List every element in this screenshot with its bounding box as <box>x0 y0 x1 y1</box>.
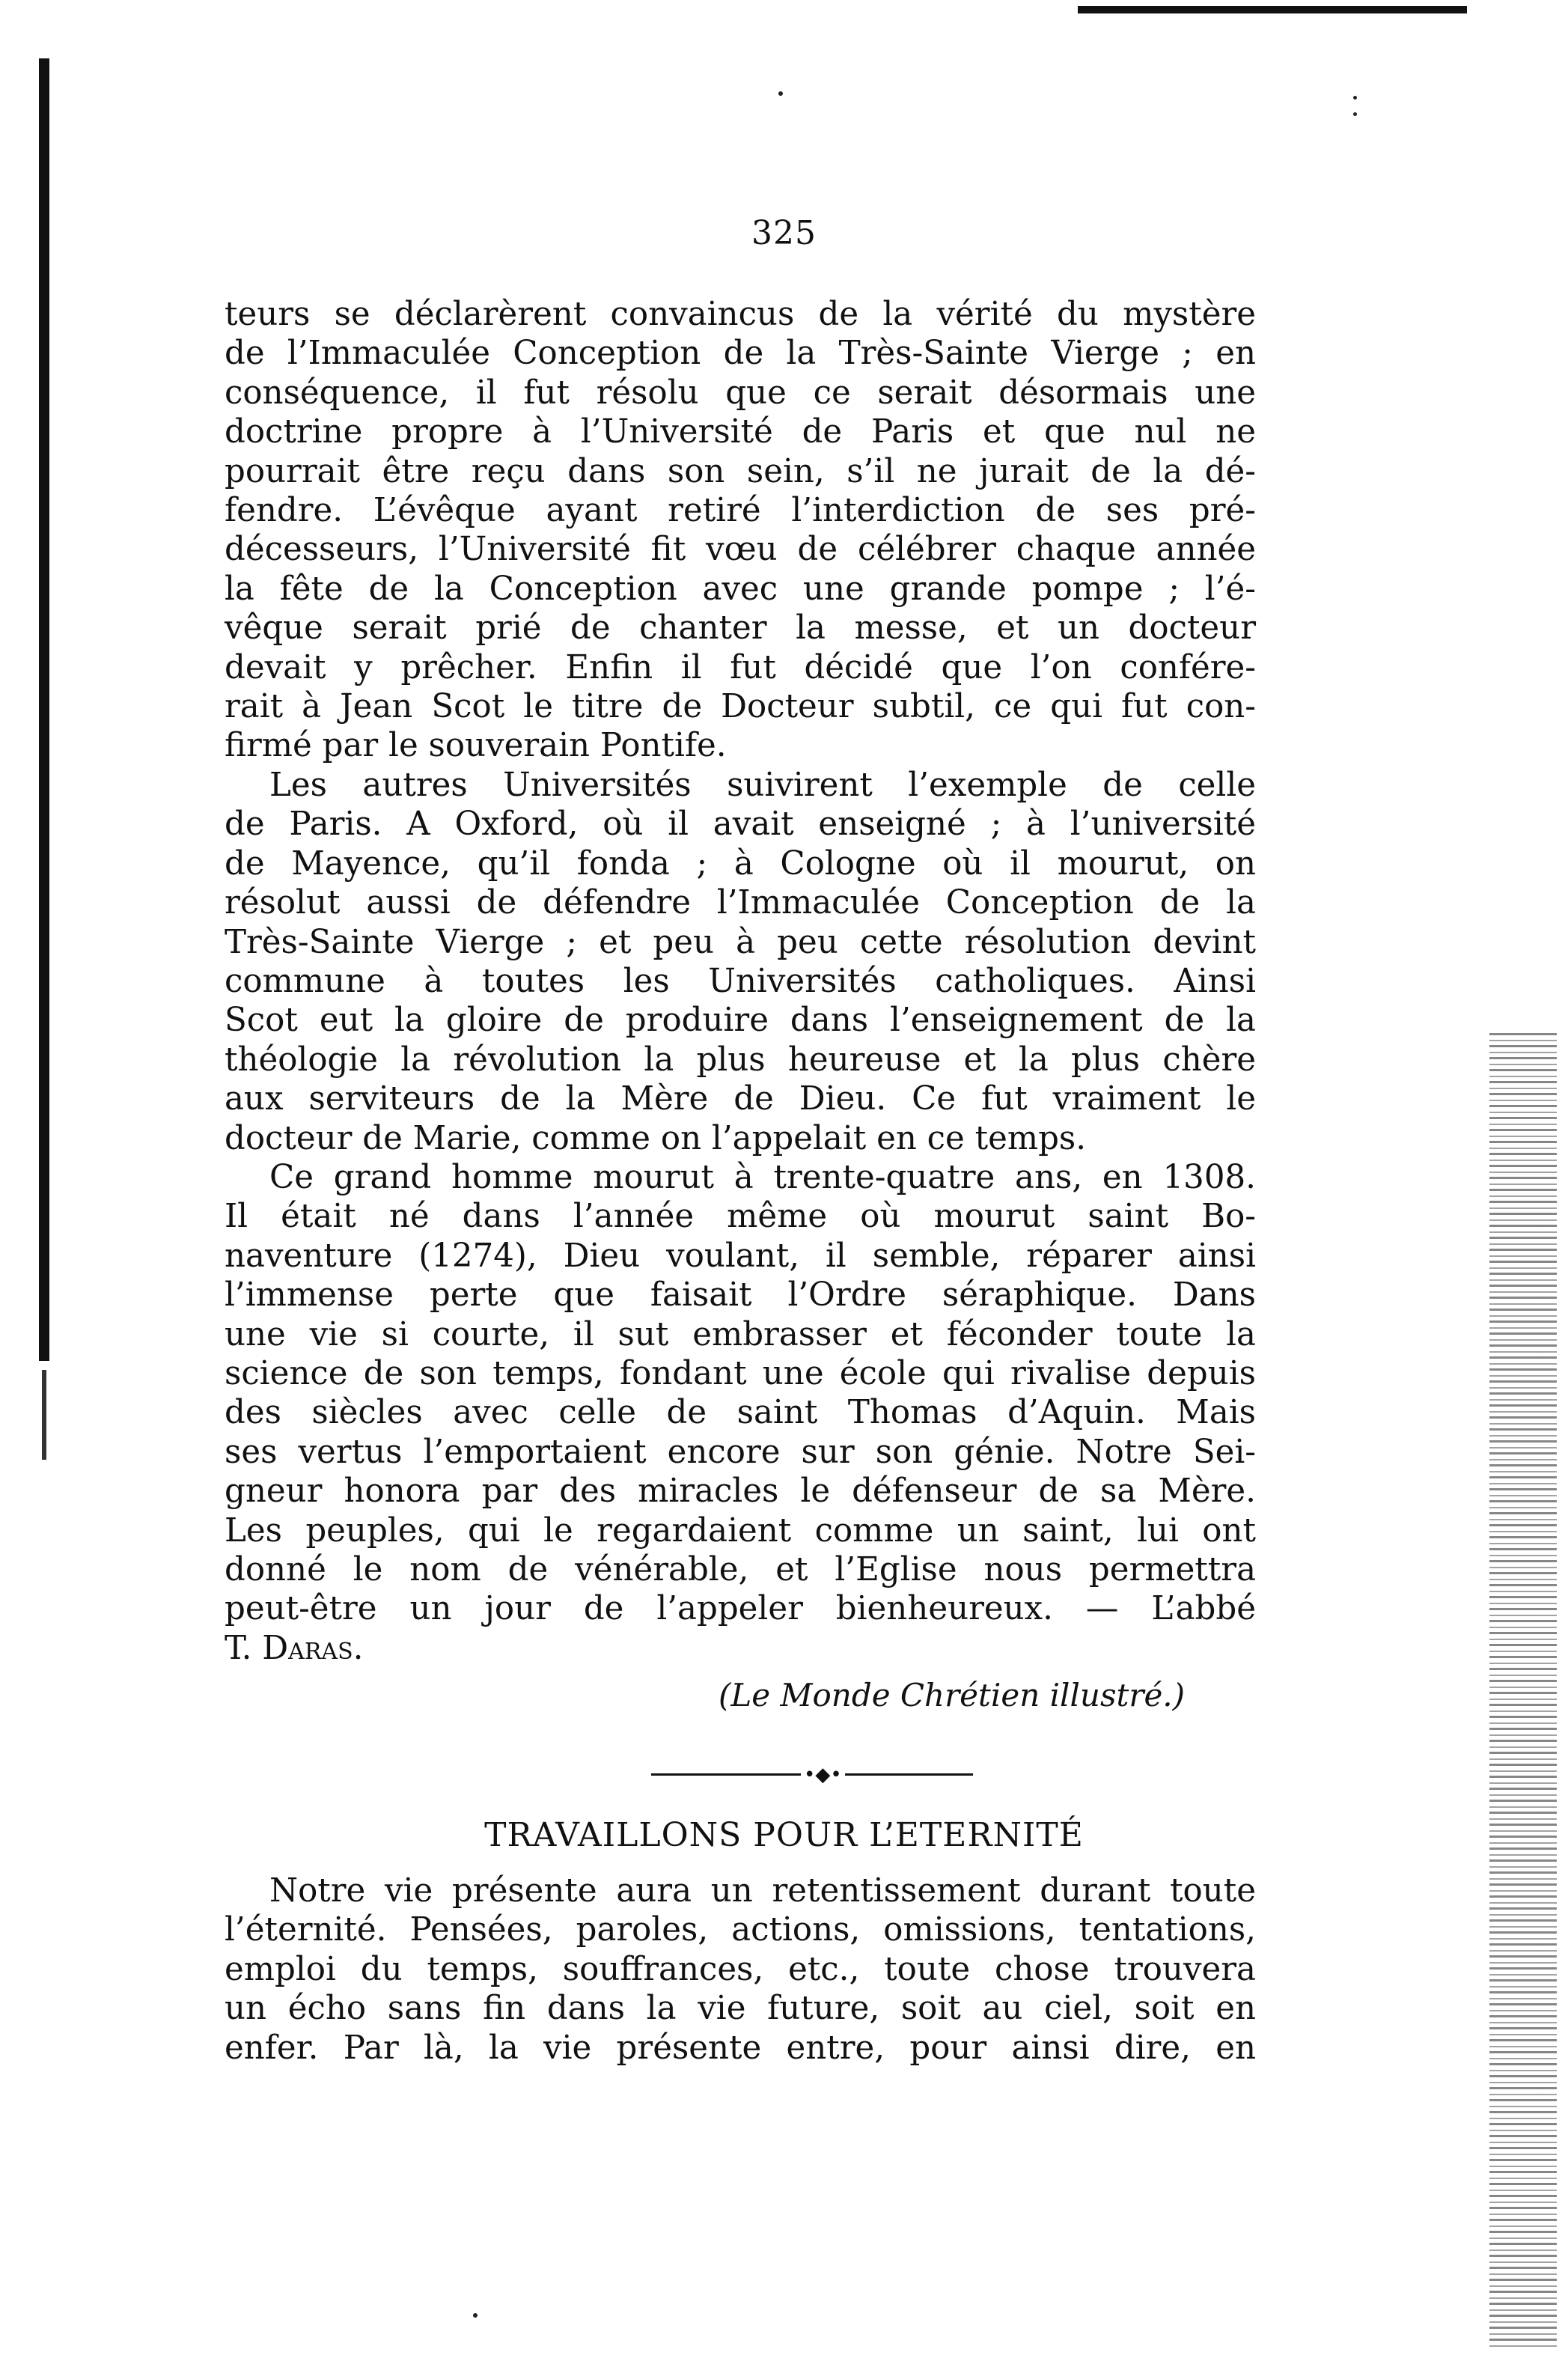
text-line: aux serviteurs de la Mère de Dieu. Ce fut vraiment le <box>225 1080 1256 1118</box>
text-line: Il était né dans l’année même où mourut saint Bo- <box>225 1198 1256 1236</box>
text-line: Notre vie présente aura un retentissement durant toute <box>269 1872 1256 1910</box>
scan-speck <box>1353 96 1357 100</box>
divider-ornament: •◆• <box>801 1764 845 1786</box>
text-line: théologie la révolution la plus heureuse et la plus chère <box>225 1041 1256 1079</box>
text-line: Ce grand homme mourut à trente-quatre ans, en 1308. <box>269 1158 1256 1196</box>
text-line: un écho sans fin dans la vie future, soit au ciel, soit en <box>225 1990 1256 2028</box>
text-line: de Mayence, qu’il fonda ; à Cologne où il mourut, on <box>225 844 1256 883</box>
text-line: Très-Sainte Vierge ; et peu à peu cette résolution devint <box>225 923 1256 961</box>
text-line: enfer. Par là, la vie présente entre, pour ainsi dire, en <box>225 2029 1256 2067</box>
text-line: firmé par le souverain Pontife. <box>225 727 727 765</box>
text-line: ses vertus l’emportaient encore sur son génie. Notre Sei- <box>225 1433 1256 1471</box>
text-line: pourrait être reçu dans son sein, s’il ne jurait de la dé- <box>225 452 1256 490</box>
section-title: TRAVAILLONS POUR L’ETERNITÉ <box>484 1816 1084 1854</box>
text-line: naventure (1274), Dieu voulant, il semble, réparer ainsi <box>225 1237 1256 1275</box>
text-line: donné le nom de vénérable, et l’Eglise nous permettra <box>225 1551 1256 1588</box>
scan-binding-shadow-lower <box>42 1370 46 1460</box>
source-citation: (Le Monde Chrétien illustré.) <box>719 1677 1186 1714</box>
text-line: docteur de Marie, comme on l’appelait en ce temps. <box>225 1119 1087 1157</box>
text-line: gneur honora par des miracles le défenseur de sa Mère. <box>225 1472 1256 1511</box>
text-line: commune à toutes les Universités catholiques. Ainsi <box>225 962 1256 1000</box>
text-line: conséquence, il fut résolu que ce serait désormais une <box>225 374 1256 412</box>
text-line: rait à Jean Scot le titre de Docteur subtil, ce qui fut con- <box>225 688 1256 726</box>
text-line: Les peuples, qui le regardaient comme un saint, lui ont <box>225 1511 1256 1550</box>
author-signature <box>225 1629 1256 1668</box>
text-line: fendre. L’évêque ayant retiré l’interdiction de ses pré- <box>225 492 1256 530</box>
text-line: décesseurs, l’Université fit vœu de célébrer chaque année <box>225 531 1256 569</box>
text-line: emploi du temps, souffrances, etc., toute chose trouvera <box>225 1950 1256 1988</box>
text-line: teurs se déclarèrent convaincus de la vérité du mystère <box>225 296 1256 333</box>
text-line: Scot eut la gloire de produire dans l’enseignement de la <box>225 1002 1256 1040</box>
text-line: des siècles avec celle de saint Thomas d’Aquin. Mais <box>225 1394 1256 1432</box>
text-line: résolut aussi de défendre l’Immaculée Conception de la <box>225 884 1256 922</box>
article-body <box>225 295 1256 1668</box>
scan-binding-shadow <box>39 58 49 1361</box>
scan-top-rule <box>1078 6 1467 13</box>
author-name: Daras. <box>262 1629 364 1667</box>
article-body-2 <box>225 1871 1256 2068</box>
text-line: l’immense perte que faisait l’Ordre séraphique. Dans <box>225 1276 1256 1315</box>
text-line: de Paris. A Oxford, où il avait enseigné ; à l’université <box>225 805 1256 844</box>
text-line: vêque serait prié de chanter la messe, et un docteur <box>225 609 1256 648</box>
page-number: 325 <box>751 214 817 252</box>
text-line: science de son temps, fondant une école qui rivalise depuis <box>225 1354 1256 1392</box>
text-line: l’éternité. Pensées, paroles, actions, omissions, tentations, <box>225 1911 1256 1949</box>
text-line: une vie si courte, il sut embrasser et féconder toute la <box>225 1315 1256 1353</box>
text-line: de l’Immaculée Conception de la Très-Sainte Vierge ; en <box>225 335 1256 373</box>
text-line: devait y prêcher. Enfin il fut décidé que l’on confére- <box>225 648 1256 686</box>
scan-speck <box>473 2313 478 2318</box>
text-line: doctrine propre à l’Université de Paris et que nul ne <box>225 413 1256 451</box>
text-line: Les autres Universités suivirent l’exemple de celle <box>269 766 1256 804</box>
scan-speck <box>778 91 783 96</box>
scan-page-edge <box>1489 1033 1557 2351</box>
text-line: la fête de la Conception avec une grande pompe ; l’é- <box>225 570 1256 608</box>
scan-speck <box>1353 112 1357 116</box>
author-prefix: T. <box>225 1629 263 1667</box>
text-line: peut-être un jour de l’appeler bienheureux. — L’abbé <box>225 1590 1256 1628</box>
